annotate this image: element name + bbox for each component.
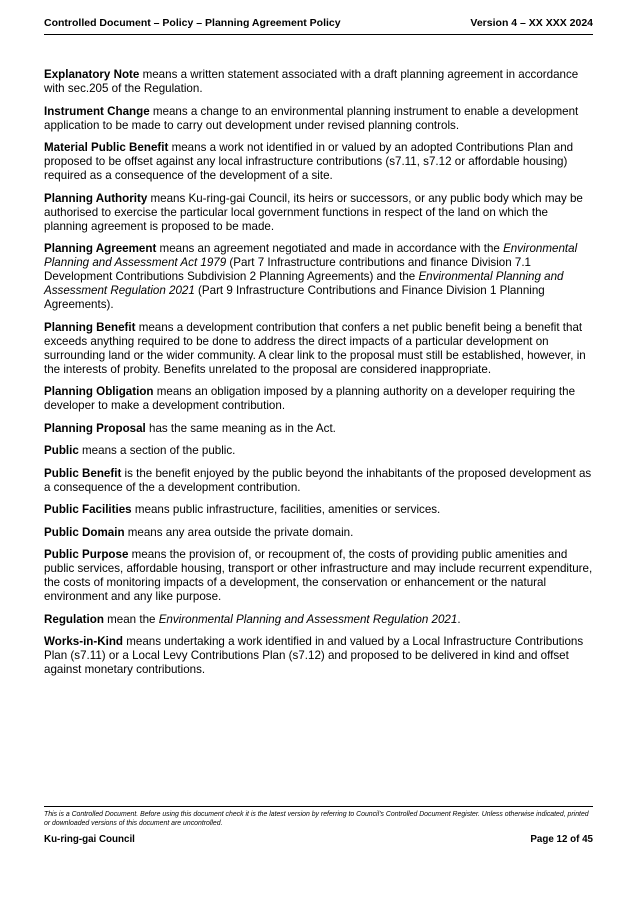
- definitions-list: [44, 68, 593, 686]
- definition-item: [44, 141, 593, 183]
- definition-term: Public Purpose: [44, 548, 129, 561]
- definition-term: Instrument Change: [44, 104, 150, 118]
- definition-text: means undertaking a work identified in and valued by a Local Infrastructure Contributions Plan (s7.11) or a Local Levy Contributions Plan (s7.12) and proposed to be delivered in kind and offset against monetary contributions.: [44, 635, 584, 676]
- definition-item: [44, 635, 593, 677]
- definition-item: [44, 467, 593, 495]
- definition-text: (Part 7 Infrastructure contributions and finance Division 7.1 Development Contributions Subdivision 2 Planning Agreements) and the: [44, 256, 531, 283]
- definition-term: Explanatory Note: [44, 68, 140, 81]
- definition-term: Planning Proposal: [44, 421, 146, 435]
- definition-text: means public infrastructure, facilities, amenities or services.: [131, 503, 441, 516]
- version-label: Version 4 – XX XXX 2024: [470, 17, 593, 29]
- definition-text: means the provision of, or recoupment of, the costs of providing public amenities and public services, affordable housing, transport or other infrastructure and may include recurrent expenditure, the costs of monitoring impacts of a development, the conservation or enhancement or the natural environment and any like purpose.: [44, 548, 593, 603]
- definition-term: Planning Authority: [44, 191, 148, 205]
- definition-text: means an obligation imposed by a planning authority on a developer requiring the developer to make a development contribution.: [44, 385, 576, 412]
- definition-citation: Environmental Planning and Assessment Regulation 2021: [44, 270, 564, 297]
- definition-item: [44, 613, 593, 627]
- definition-item: [44, 385, 593, 413]
- definition-term: Planning Obligation: [44, 385, 154, 398]
- definition-term: Material Public Benefit: [44, 141, 169, 154]
- definition-text: means a work not identified in or valued by an adopted Contributions Plan and proposed to be offset against any local infrastructure contributions (s7.11, s7.12 or affordable housing) required as a consequence of the development of a site.: [44, 141, 574, 182]
- definition-term: Public Facilities: [44, 503, 132, 516]
- definition-term: Public Domain: [44, 525, 125, 539]
- definition-text: means a written statement associated with a draft planning agreement in accordance with sec.205 of the Regulation.: [44, 68, 579, 95]
- controlled-document-note: This is a Controlled Document. Before using this document check it is the latest version by referring to Council’s Controlled Document Register. Unless otherwise indicated, printed or downloaded versions of this document are uncontrolled.: [44, 811, 589, 827]
- definition-item: [44, 242, 593, 312]
- definition-item: [44, 526, 593, 540]
- definition-citation: Environmental Planning and Assessment Act 1979: [44, 242, 578, 269]
- definition-text: means any area outside the private domain.: [124, 525, 354, 539]
- definition-term: Planning Benefit: [44, 320, 136, 334]
- council-name: Ku-ring-gai Council: [44, 834, 135, 845]
- definition-text: (Part 9 Infrastructure Contributions and Finance Division 1 Planning Agreements).: [44, 284, 545, 311]
- definition-text: means Ku-ring-gai Council, its heirs or successors, or any public body which may be authorised to exercise the particular local government functions in respect of the land on which the planning agreement is proposed to be made.: [44, 191, 583, 233]
- definition-text: mean the: [103, 612, 159, 626]
- definition-item: [44, 68, 593, 96]
- definition-item: [44, 444, 593, 458]
- definition-text: is the benefit enjoyed by the public beyond the inhabitants of the proposed development as a consequence of the a development contribution.: [44, 466, 592, 494]
- definition-item: [44, 321, 593, 377]
- definition-item: [44, 192, 593, 234]
- definition-term: Public Benefit: [44, 466, 122, 480]
- definition-term: Public: [44, 444, 79, 457]
- definition-text: means a section of the public.: [78, 444, 236, 457]
- page-number: Page 12 of 45: [530, 834, 593, 845]
- definition-term: Works-in-Kind: [44, 635, 124, 648]
- definition-item: [44, 422, 593, 436]
- definition-term: Planning Agreement: [44, 242, 157, 255]
- footer-divider: [44, 806, 593, 807]
- definition-text: has the same meaning as in the Act.: [145, 421, 336, 435]
- page-header: [44, 17, 593, 35]
- definition-term: Regulation: [44, 612, 104, 626]
- definition-citation: Environmental Planning and Assessment Regulation 2021: [158, 612, 458, 626]
- definition-text: means a development contribution that confers a net public benefit being a benefit that exceeds anything required to be done to address the direct impacts of a particular development on surrounding land or the wider community. A clear link to the proposal must still be established, however, in the interests of probity. Benefits unrelated to the proposal are considered inappropriate.: [44, 320, 586, 376]
- page-footer: [44, 834, 593, 845]
- document-title: Controlled Document – Policy – Planning Agreement Policy: [44, 17, 341, 29]
- definition-text: .: [457, 612, 461, 626]
- definition-item: [44, 105, 593, 133]
- definition-item: [44, 503, 593, 517]
- definition-item: [44, 548, 593, 604]
- definition-text: means a change to an environmental planning instrument to enable a development application to be made to carry out development under revised planning controls.: [44, 104, 579, 132]
- definition-text: means an agreement negotiated and made in accordance with the: [156, 242, 504, 255]
